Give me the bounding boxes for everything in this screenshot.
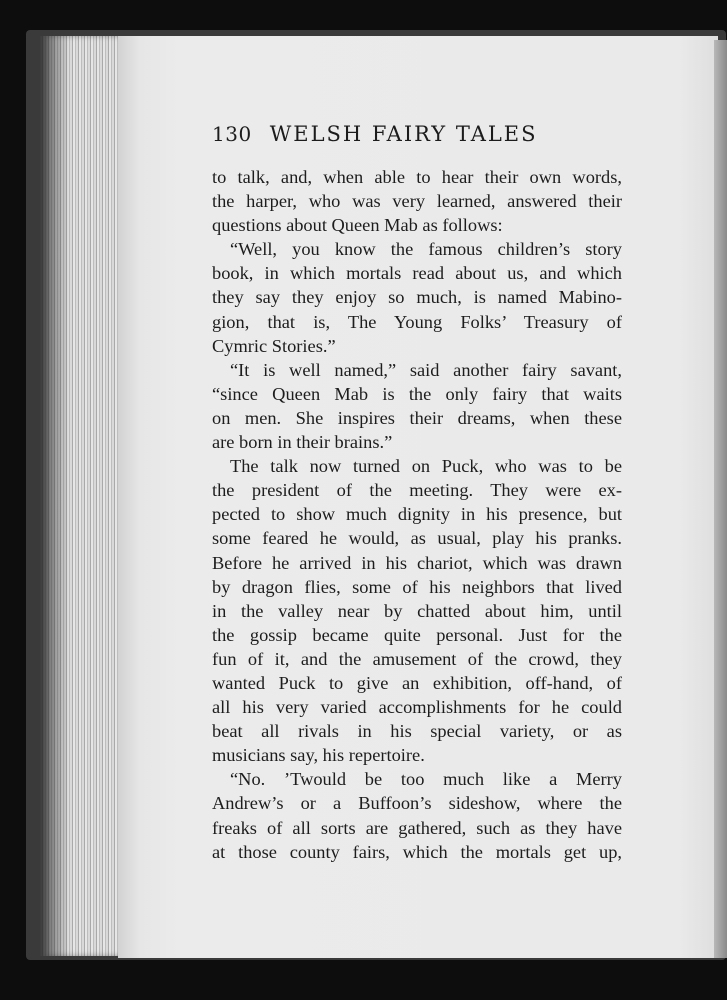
- text-line: beat all rivals in his special variety, or as: [212, 721, 622, 742]
- running-header: [212, 122, 538, 152]
- text-line: are born in their brains.”: [212, 432, 393, 453]
- text-line: Andrew’s or a Buffoon’s sideshow, where the: [212, 793, 622, 814]
- page-number: 130: [212, 122, 252, 146]
- text-line: freaks of all sorts are gathered, such as they have: [212, 817, 622, 838]
- text-line: some feared he would, as usual, play his pranks.: [212, 528, 622, 549]
- body-text: [212, 165, 622, 864]
- text-line: the harper, who was very learned, answered their: [212, 191, 622, 212]
- text-line: on men. She inspires their dreams, when these: [212, 407, 622, 428]
- text-line: the gossip became quite personal. Just for the: [212, 624, 622, 645]
- text-line: The talk now turned on Puck, who was to be: [230, 456, 622, 477]
- text-line: to talk, and, when able to hear their own words,: [212, 167, 622, 187]
- text-line: Cymric Stories.”: [212, 335, 336, 356]
- text-line: musicians say, his repertoire.: [212, 745, 425, 766]
- text-line: Before he arrived in his chariot, which was drawn: [212, 552, 622, 573]
- text-line: the president of the meeting. They were ex-: [212, 480, 622, 501]
- text-line: “since Queen Mab is the only fairy that waits: [212, 383, 622, 404]
- binding-shadow: [40, 36, 70, 956]
- text-line: “No. ’Twould be too much like a Merry: [230, 769, 622, 790]
- text-line: questions about Queen Mab as follows:: [212, 215, 503, 236]
- text-line: by dragon flies, some of his neighbors that lived: [212, 576, 622, 597]
- text-line: book, in which mortals read about us, and which: [212, 263, 622, 284]
- text-line: pected to show much dignity in his presence, but: [212, 504, 622, 525]
- text-line: they say they enjoy so much, is named Mabino-: [212, 287, 622, 308]
- text-line: at those county fairs, which the mortals get up,: [212, 841, 622, 862]
- right-page-edge: [714, 40, 727, 958]
- text-line: gion, that is, The Young Folks’ Treasury of: [212, 311, 622, 332]
- text-line: “Well, you know the famous children’s story: [230, 239, 622, 260]
- text-line: wanted Puck to give an exhibition, off-hand, of: [212, 672, 622, 693]
- text-line: in the valley near by chatted about him, until: [212, 600, 622, 621]
- text-line: “It is well named,” said another fairy savant,: [230, 359, 622, 380]
- text-line: all his very varied accomplishments for he could: [212, 697, 622, 718]
- running-title: WELSH FAIRY TALES: [269, 122, 538, 146]
- text-line: fun of it, and the amusement of the crowd, they: [212, 648, 622, 669]
